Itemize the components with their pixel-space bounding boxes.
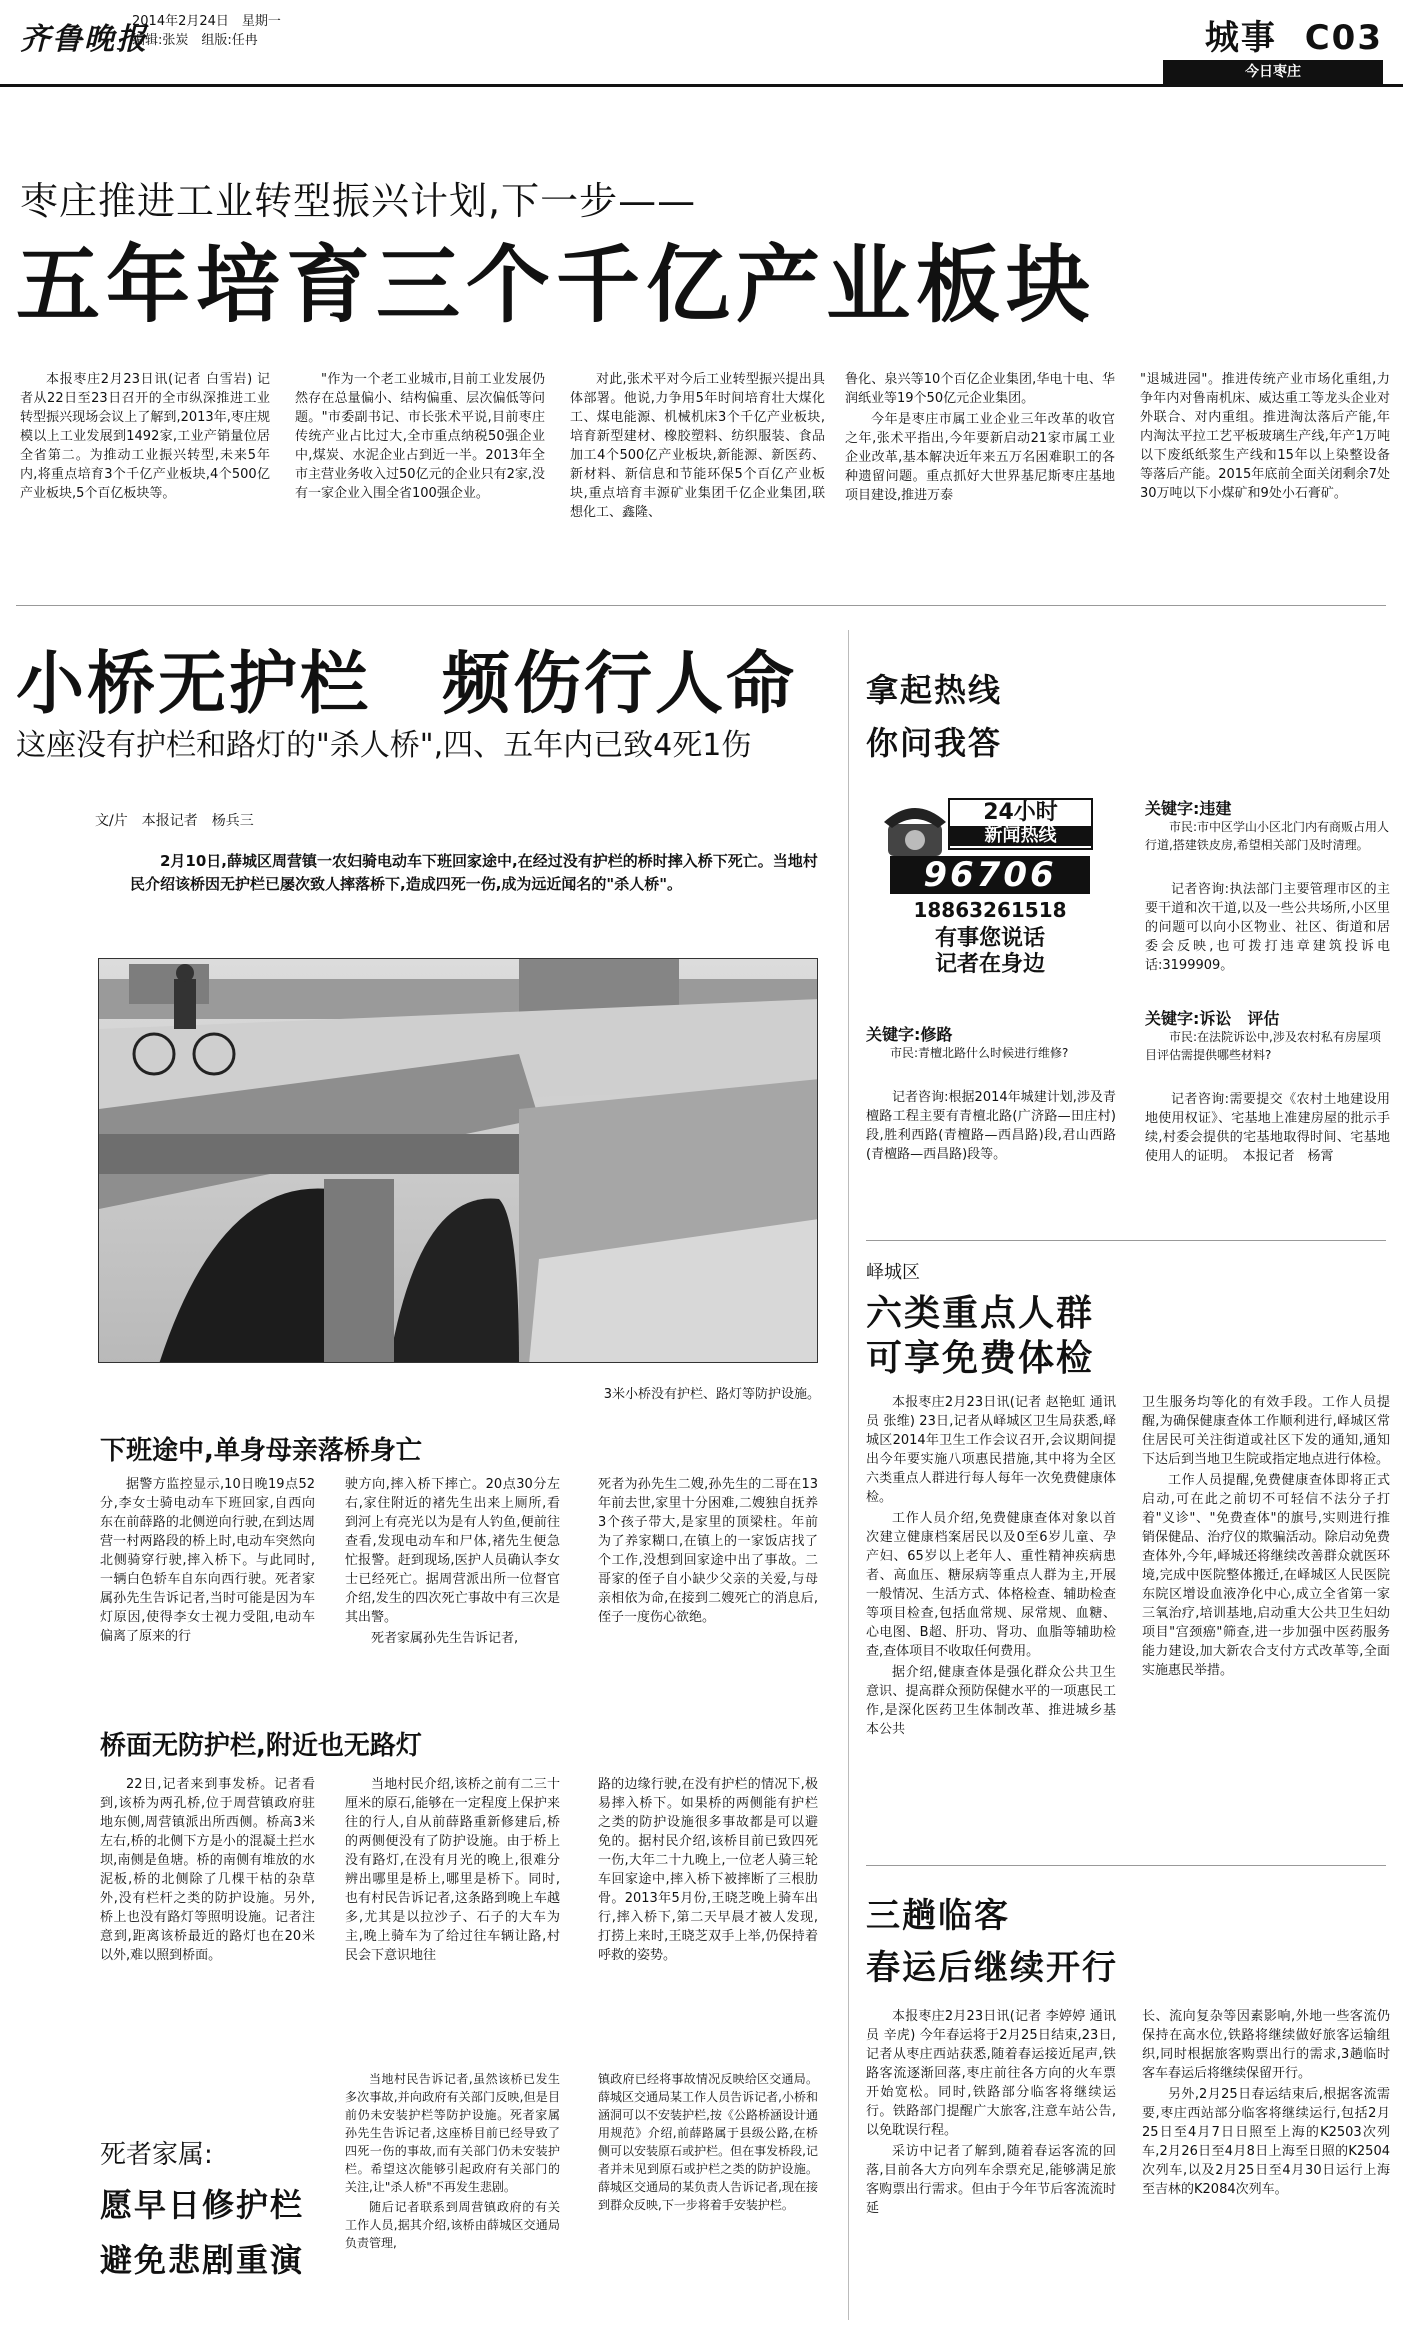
paragraph: 本报枣庄2月23日讯(记者 李婷婷 通讯员 辛虎) 今年春运将于2月25日结束,23日,记者从枣庄西站获悉,随着春运接近尾声,铁路客流逐渐回落,枣庄前往各方向的火车票开始宽松。同时,铁路部分临客将继续运行。铁路部门提醒广大旅客,注意车站公告,以免耽误行程。 [866,2009,1116,2138]
column-divider [848,630,849,2320]
story2-section1-title: 下班途中,单身母亲落桥身亡 [100,1436,422,1466]
paragraph: 本报枣庄2月23日讯(记者 白雪岩) 记者从22日至23日召开的全市纵深推进工业转型振兴现场会议上了解到,2013年,枣庄规模以上工业发展到1492家,工业产销量位居全省第二。为推动工业振兴转型,未来5年内,将重点培育3个千亿产业板块,4个500亿产业板块,5个百亿板块等。 [20,372,270,501]
divider [16,605,1386,606]
paragraph: 卫生服务均等化的有效手段。工作人员提醒,为确保健康查体工作顺利进行,峄城区常住居民可关注街道或社区下发的通知,通知下达后到当地卫生院或指定地点进行体检。 [1142,1395,1390,1467]
qa-keyword: 关键字:诉讼 评估 [1145,1009,1280,1028]
family-quote-line1: 愿早日修护栏 [100,2186,305,2224]
bridge-photo-illustration [99,959,818,1363]
story1-kicker: 枣庄推进工业转型振兴计划,下一步—— [20,179,697,223]
masthead-meta [132,12,281,50]
story4-col2 [1142,2007,1390,2201]
story1-col5 [1140,370,1390,505]
story2-s2-col2-lower [345,2070,560,2254]
masthead-rule [0,84,1403,87]
paragraph: 今年是枣庄市属工业企业三年改革的收官之年,张术平指出,今年要新启动21家市属工业企业改革,基本解决近年来五万名困难职工的各种遗留问题。重点抓好大世界基尼斯枣庄基地项目建设,推进万泰 [845,412,1115,503]
paragraph: 驶方向,摔入桥下摔亡。20点30分左右,家住附近的褚先生出来上厕所,看到河上有亮光以为是有人钓鱼,便前往查看,发现电动车和尸体,褚先生便急忙报警。赶到现场,医护人员确认李女士已经死亡。据周营派出所一位督官介绍,发生的四次死亡事故中有三次是其出警。 [345,1477,560,1625]
story2-section2-title: 桥面无防护栏,附近也无路灯 [100,1731,422,1761]
story1-headline: 五年培育三个千亿产业板块 [16,236,1097,334]
newspaper-logo: 齐鲁晚报 [20,22,148,57]
subsection-badge: 今日枣庄 [1163,60,1383,84]
story2-byline: 文/片 本报记者 杨兵三 [95,813,254,829]
paragraph: 记者咨询:根据2014年城建计划,涉及青檀路工程主要有青檀北路(广济路—田庄村)段,胜利西路(青檀路—西昌路)段,君山西路(青檀路—西昌路)段等。 [866,1090,1116,1162]
hotline-badge [880,794,1095,999]
story3-col2 [1142,1393,1390,1682]
paragraph: 死者家属孙先生告诉记者, [371,1631,519,1646]
qa-answer [1145,1090,1390,1168]
family-quote-label: 死者家属: [100,2140,213,2170]
hotline-24h-box [948,798,1093,850]
hotline-phone: 18863261518 [913,898,1067,922]
page-number: C03 [1304,18,1383,58]
story2-s2-col3 [598,1775,818,1967]
section-title [1205,10,1383,59]
story2-headline: 小桥无护栏 频伤行人命 [16,645,798,724]
story1-col1 [20,370,270,505]
paragraph: 随后记者联系到周营镇政府的有关工作人员,据其介绍,该桥由薛城区交通局负责管理, [345,2200,560,2250]
paragraph: 鲁化、泉兴等10个百亿企业集团,华电十电、华润纸业等19个50亿元企业集团。 [845,372,1115,406]
slogan-line1: 有事您说话 [934,926,1045,951]
story1-col4 [845,370,1115,507]
paragraph: 工作人员介绍,免费健康查体对象以首次建立健康档案居民以及0至6岁儿童、孕产妇、65岁以上老年人、重性精神疾病患者、高血压、糖尿病等重点人群为主,开展一般情况、生活方式、体格检查、辅助检查等项目检查,包括血常规、尿常规、血糖、心电图、B超、肝功、肾功、血脂等辅助检查,查体项目不收取任何费用。 [866,1511,1116,1659]
story2-s2-col1 [100,1775,315,1967]
story1-col3 [570,370,825,524]
qa-answer [866,1088,1116,1166]
story4-headline2: 春运后继续开行 [866,1948,1118,1988]
story2-s2-col3-lower [598,2070,818,2216]
photo-caption: 3米小桥没有护栏、路灯等防护设施。 [603,1387,820,1402]
bridge-photo [98,958,818,1363]
hotline-24h: 24小时 [983,800,1058,825]
paragraph: 工作人员提醒,免费健康查体即将正式启动,可在此之前切不可轻信不法分子打着"义诊"、"免费查体"的旗号,实则进行推销保健品、治疗仪的欺骗活动。除启动免费查体外,今年,峄城还将继续改善群众就医环境,完成中医院整体搬迁,在峄城区人民医院东院区增设血液净化中心,成立全省第一家三氧治疗,培训基地,启动重大公共卫生妇幼项目"宫颈癌"筛查,进一步加强中医药服务能力建设,加大新农合支付方式改革等,全面实施惠民举措。 [1142,1473,1390,1678]
paragraph: 记者咨询:执法部门主要管理市区的主要干道和次干道,以及一些公共场所,小区里的问题可以向小区物业、社区、街道和居委会反映,也可拨打违章建筑投诉电话:3199909。 [1145,882,1390,973]
story3-headline2: 可享免费体检 [866,1338,1095,1379]
editor-credits: 编辑:张炭 组版:任冉 [132,33,258,48]
divider [866,1240,1386,1241]
qa-answer [1145,880,1390,977]
paragraph: 据介绍,健康查体是强化群众公共卫生意识、提高群众预防保健水平的一项惠民工作,是深化医药卫生体制改革、推进城乡基本公共 [866,1665,1116,1737]
hotline-slogan [890,926,1090,978]
paragraph: "作为一个老工业城市,目前工业发展仍然存在总量偏小、结构偏重、层次偏低等问题。"市委副书记、市长张术平说,目前枣庄传统产业占比过大,全市重点纳税50强企业中,煤炭、水泥企业占到近一半。2013年全市主营业务收入过50亿元的企业只有2家,没有一家企业入围全省100强企业。 [295,372,545,501]
qa-question: 市民:市中区学山小区北门内有商贩占用人行道,搭建铁皮房,希望相关部门及时清理。 [1145,820,1390,852]
story4-headline1: 三趟临客 [866,1896,1010,1936]
divider [866,1865,1386,1866]
story2-s1-col3 [598,1475,818,1629]
section-name: 城事 [1204,18,1277,58]
paragraph: 当地村民介绍,该桥之前有二三十厘米的原石,能够在一定程度上保护来往的行人,自从前薛路重新修建后,桥的两侧便没有了防护设施。由于桥上没有路灯,在没有月光的晚上,很难分辨出哪里是桥上,哪里是桥下。同时,也有村民告诉记者,这条路到晚上车越多,尤其是以拉沙子、石子的大车为主,晚上骑车为了给过往车辆让路,村民会下意识地往 [345,1777,560,1963]
story2-subhead: 这座没有护栏和路灯的"杀人桥",四、五年内已致4死1伤 [16,728,752,763]
hotline-label: 新闻热线 [950,826,1091,846]
story2-lead: 2月10日,薛城区周营镇一农妇骑电动车下班回家途中,在经过没有护栏的桥时摔入桥下死亡。当地村民介绍该桥因无护栏已屡次致人摔落桥下,造成四死一伤,成为远近闻名的"杀人桥"。 [130,852,818,893]
hotline-number: 96706 [890,856,1090,894]
story2-s2-col2 [345,1775,560,1967]
slogan-line2: 记者在身边 [934,952,1045,977]
story2-s1-col1 [100,1475,315,1648]
paragraph: 长、流向复杂等因素影响,外地一些客流仍保持在高水位,铁路将继续做好旅客运输组织,同时根据旅客购票出行的需求,3趟临时客车春运后将继续保留开行。 [1142,2009,1390,2081]
qa-question: 市民:青檀北路什么时候进行维修? [890,1046,1069,1060]
hotline-title-line1: 拿起热线 [866,671,1003,709]
paragraph: 当地村民告诉记者,虽然该桥已发生多次事故,并向政府有关部门反映,但是目前仍未安装护栏等防护设施。死者家属孙先生告诉记者,这座桥目前已经导致了四死一伤的事故,而有关部门仍未安装护栏。希望这次能够引起政府有关部门的关注,让"杀人桥"不再发生悲剧。 [345,2072,560,2194]
story1-col2 [295,370,545,505]
issue-date: 2014年2月24日 星期一 [132,14,281,29]
paragraph: 据警方监控显示,10日晚19点52分,李女士骑电动车下班回家,自西向东在前薛路的北侧逆向行驶,在到达周营一村两路段的桥上时,电动车突然向北侧骑穿行驶,摔入桥下。与此同时,一辆白色轿车自东向西行驶。死者家属孙先生告诉记者,当时可能是因为车灯原因,使得李女士视力受阻,电动车偏离了原来的行 [100,1477,315,1644]
story2-s1-col2 [345,1475,560,1650]
qa-question: 市民:在法院诉讼中,涉及农村私有房屋项目评估需提供哪些材料? [1145,1030,1381,1062]
paragraph: 路的边缘行驶,在没有护栏的情况下,极易摔入桥下。如果桥的两侧能有护栏之类的防护设施很多事故都是可以避免的。据村民介绍,该桥目前已致四死一伤,大年二十九晚上,一位老人骑三轮车回家途中,摔入桥下被摔断了三根肋骨。2013年5月份,王晓芝晚上骑车出行,摔入桥下,第二天早晨才被人发现,打捞上来时,王晓芝双手上举,仍保持着呼救的姿势。 [598,1777,818,1963]
qa-keyword: 关键字:修路 [866,1025,953,1044]
story3-col1 [866,1393,1116,1741]
story3-headline1: 六类重点人群 [866,1293,1095,1334]
paragraph: 采访中记者了解到,随着春运客流的回落,目前各大方向列车余票充足,能够满足旅客购票出行需求。但由于今年节后客流流时延 [866,2144,1116,2216]
paragraph: 另外,2月25日春运结束后,根据客流需要,枣庄西站部分临客将继续运行,包括2月25日至4月7日日照至上海的K2503次列车,2月26日至4月8日上海至日照的K2504次列车,以及2月25日至4月30日运行上海至吉林的K2084次列车。 [1142,2087,1390,2197]
story3-kicker: 峄城区 [866,1262,920,1283]
paragraph: 镇政府已经将事故情况反映给区交通局。薛城区交通局某工作人员告诉记者,小桥和涵洞可以不安装护栏,按《公路桥涵设计通用规范》介绍,前薛路属于县级公路,在桥侧可以安装原石或护栏。但在事发桥段,记者并未见到原石或护栏之类的防护设施。薛城区交通局的某负责人告诉记者,现在接到群众反映,下一步将着手安装护栏。 [598,2072,818,2212]
family-quote-line2: 避免悲剧重演 [100,2241,305,2279]
qa-keyword: 关键字:违建 [1145,799,1232,818]
story4-col1 [866,2007,1116,2220]
hotline-title-line2: 你问我答 [866,724,1003,762]
paragraph: 对此,张术平对今后工业转型振兴提出具体部署。他说,力争用5年时间培育壮大煤化工、煤电能源、机械机床3个千亿产业板块,培育新型建材、橡胶塑料、纺织服装、食品加工4个500亿产业板块,新能源、新医药、新材料、新信息和节能环保5个百亿产业板块,重点培育丰源矿业集团千亿企业集团,联想化工、鑫隆、 [570,372,825,520]
paragraph: 22日,记者来到事发桥。记者看到,该桥为两孔桥,位于周营镇政府驻地东侧,周营镇派出所西侧。桥高3米左右,桥的北侧下方是小的混凝土拦水坝,南侧是鱼塘。桥的南侧有堆放的水泥板,桥的北侧除了几棵干枯的杂草外,没有栏杆之类的防护设施。另外,桥上也没有路灯等照明设施。记者注意到,距离该桥最近的路灯也在20米以外,难以照到桥面。 [100,1777,315,1963]
paragraph: 记者咨询:需要提交《农村土地建设用地使用权证》、宅基地上准建房屋的批示手续,村委会提供的宅基地取得时间、宅基地使用人的证明。 本报记者 杨霄 [1145,1092,1390,1164]
paragraph: 本报枣庄2月23日讯(记者 赵艳虹 通讯员 张维) 23日,记者从峄城区卫生局获悉,峄城区2014年卫生工作会议召开,会议期间提出今年要实施八项惠民措施,其中将为全区六类重点人群进行每人每年一次免费健康体检。 [866,1395,1116,1505]
telephone-icon [880,794,950,864]
paragraph: 死者为孙先生二嫂,孙先生的二哥在13年前去世,家里十分困难,二嫂独自抚养3个孩子带大,是家里的顶梁柱。年前为了养家糊口,在镇上的一家饭店找了个工作,没想到回家途中出了事故。二哥家的侄子自小缺少父亲的关爱,与母亲相依为命,在接到二嫂死亡的消息后,侄子一度伤心欲绝。 [598,1477,818,1625]
paragraph: "退城进园"。推进传统产业市场化重组,力争年内对鲁南机床、威达重工等龙头企业对外联合、对内重组。推进淘汰落后产能,年内淘汰平拉工艺平板玻璃生产线,年产1万吨以下废纸纸浆生产线和15年以上染整设备等落后产能。2015年底前全面关闭剩余7处30万吨以下小煤矿和9处小石膏矿。 [1140,372,1390,501]
